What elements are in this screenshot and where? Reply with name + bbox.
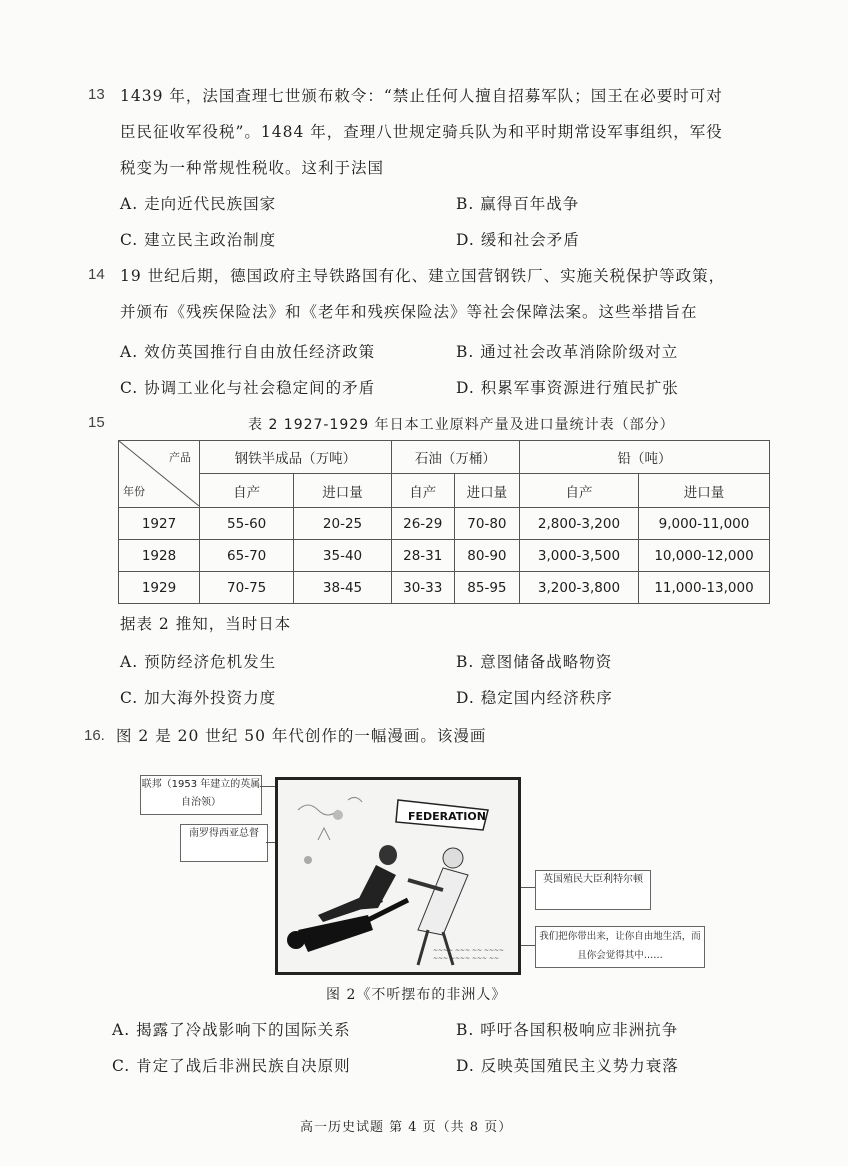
subheader: 进口量 <box>639 474 770 508</box>
q15-option-a[interactable]: A. 预防经济危机发生 <box>120 653 277 671</box>
table-cell: 2,800-3,200 <box>520 508 639 540</box>
table-cell: 3,200-3,800 <box>520 572 639 604</box>
table-cell: 10,000-12,000 <box>639 540 770 572</box>
group-header-lead: 铅（吨） <box>520 441 770 474</box>
q14-option-c[interactable]: C. 协调工业化与社会稳定间的矛盾 <box>120 379 376 397</box>
q15-option-d[interactable]: D. 稳定国内经济秩序 <box>456 689 613 707</box>
cartoon-banner-text: FEDERATION <box>408 810 486 823</box>
group-header-steel: 钢铁半成品（万吨） <box>200 441 392 474</box>
table-corner-cell <box>119 441 200 508</box>
page-footer: 高一历史试题 第 4 页（共 8 页） <box>300 1120 513 1135</box>
cartoon-illustration <box>278 780 518 972</box>
q13-option-c[interactable]: C. 建立民主政治制度 <box>120 231 277 249</box>
table-cell: 11,000-13,000 <box>639 572 770 604</box>
q13-option-b[interactable]: B. 赢得百年战争 <box>456 195 580 213</box>
corner-product-label: 产品 <box>169 451 191 464</box>
row-year: 1927 <box>119 508 200 540</box>
table-cell: 70-75 <box>200 572 294 604</box>
table-cell: 80-90 <box>454 540 519 572</box>
svg-text:~~~~ ~~~ ~~ ~~~~: ~~~~ ~~~ ~~ ~~~~ <box>433 947 505 954</box>
subheader: 进口量 <box>454 474 519 508</box>
q13-option-a[interactable]: A. 走向近代民族国家 <box>120 195 277 213</box>
cartoon-image <box>275 777 521 975</box>
question-15-stem: 据表 2 推知，当时日本 <box>120 615 292 633</box>
table-cell: 70-80 <box>454 508 519 540</box>
question-13-number: 13 <box>88 86 105 103</box>
table-cell: 85-95 <box>454 572 519 604</box>
svg-text:~~~ ~~~~ ~~~ ~~: ~~~ ~~~~ ~~~ ~~ <box>433 955 500 962</box>
q14-option-a[interactable]: A. 效仿英国推行自由放任经济政策 <box>120 343 376 361</box>
question-16-number: 16. <box>84 727 105 744</box>
table-cell: 20-25 <box>294 508 391 540</box>
corner-year-label: 年份 <box>123 485 145 498</box>
question-13-line-3: 税变为一种常规性税收。这利于法国 <box>120 159 385 177</box>
table-cell: 38-45 <box>294 572 391 604</box>
question-14-number: 14 <box>88 266 105 283</box>
figure-caption: 图 2《不听摆布的非洲人》 <box>326 987 507 1003</box>
table-row <box>119 540 770 572</box>
subheader: 自产 <box>520 474 639 508</box>
q15-option-c[interactable]: C. 加大海外投资力度 <box>120 689 277 707</box>
table-cell: 9,000-11,000 <box>639 508 770 540</box>
row-year: 1928 <box>119 540 200 572</box>
question-13-line-2: 臣民征收军役税”。1484 年，查理八世规定骑兵队为和平时期常设军事组织，军役 <box>120 123 723 141</box>
table-row <box>119 572 770 604</box>
q15-option-b[interactable]: B. 意图储备战略物资 <box>456 653 613 671</box>
table-cell: 26-29 <box>391 508 454 540</box>
q16-option-d[interactable]: D. 反映英国殖民主义势力衰落 <box>456 1057 679 1075</box>
question-16-stem: 图 2 是 20 世纪 50 年代创作的一幅漫画。该漫画 <box>116 727 487 745</box>
label-speech: 我们把你带出来，让你自由地生活，而且你会觉得其中…… <box>535 926 705 968</box>
table-row <box>119 508 770 540</box>
q13-option-d[interactable]: D. 缓和社会矛盾 <box>456 231 580 249</box>
question-13-line-1: 1439 年，法国查理七世颁布敕令：“禁止任何人擅自招募军队；国王在必要时可对 <box>120 87 723 105</box>
row-year: 1929 <box>119 572 200 604</box>
q16-option-b[interactable]: B. 呼吁各国积极响应非洲抗争 <box>456 1021 679 1039</box>
q14-option-d[interactable]: D. 积累军事资源进行殖民扩张 <box>456 379 679 397</box>
data-table <box>118 440 770 604</box>
q16-option-a[interactable]: A. 揭露了冷战影响下的国际关系 <box>112 1021 351 1039</box>
table-cell: 65-70 <box>200 540 294 572</box>
question-14-line-2: 并颁布《残疾保险法》和《老年和残疾保险法》等社会保障法案。这些举措旨在 <box>120 303 698 321</box>
table-cell: 35-40 <box>294 540 391 572</box>
subheader: 进口量 <box>294 474 391 508</box>
table-cell: 30-33 <box>391 572 454 604</box>
label-governor: 南罗得西亚总督 <box>180 824 268 862</box>
q16-option-c[interactable]: C. 肯定了战后非洲民族自决原则 <box>112 1057 351 1075</box>
q14-option-b[interactable]: B. 通过社会改革消除阶级对立 <box>456 343 679 361</box>
table-title: 表 2 1927-1929 年日本工业原料产量及进口量统计表（部分） <box>248 417 675 433</box>
label-colonial-secretary: 英国殖民大臣利特尔顿 <box>535 870 651 910</box>
table-cell: 55-60 <box>200 508 294 540</box>
question-14-line-1: 19 世纪后期，德国政府主导铁路国有化、建立国营钢铁厂、实施关税保护等政策， <box>120 267 726 285</box>
group-header-oil: 石油（万桶） <box>391 441 519 474</box>
label-federation: 联邦（1953 年建立的英属自治领） <box>140 775 262 815</box>
subheader: 自产 <box>200 474 294 508</box>
table-cell: 28-31 <box>391 540 454 572</box>
table-cell: 3,000-3,500 <box>520 540 639 572</box>
question-15-number: 15 <box>88 414 105 431</box>
subheader: 自产 <box>391 474 454 508</box>
